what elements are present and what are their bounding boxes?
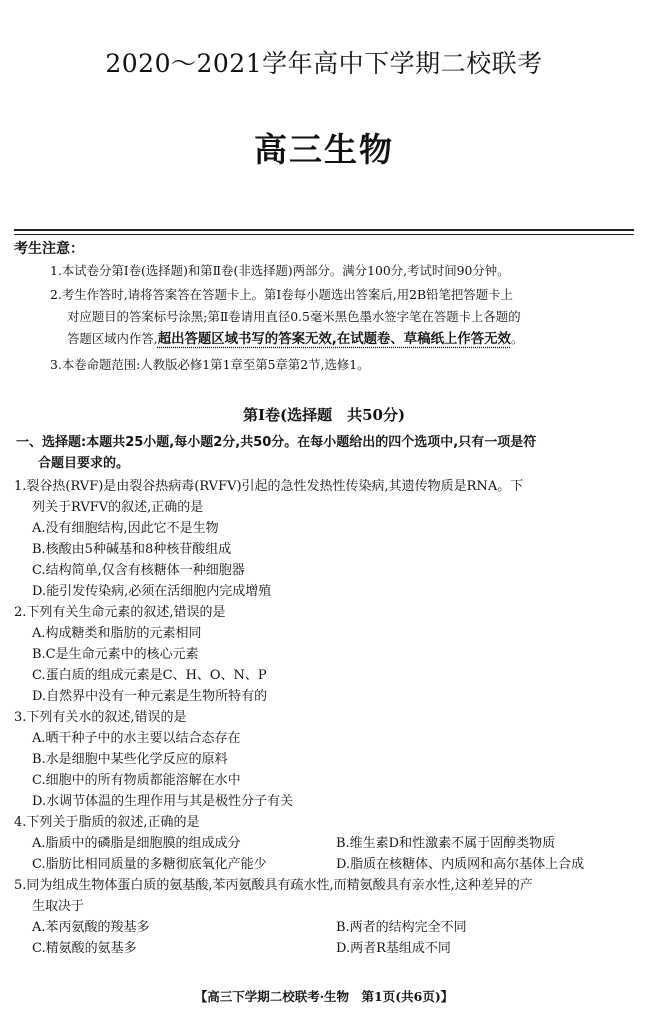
question-4-option-a: A.脂质中的磷脂是细胞膜的组成成分 (32, 836, 241, 851)
question-4-option-c: C.脂肪比相同质量的多糖彻底氧化产能少 (32, 857, 267, 872)
notice-item-3 (50, 354, 640, 376)
notice-item-3-line1: 3.本卷命题范围:人教版必修1第1章至第5章第2节,选修1。 (50, 357, 370, 372)
question-3-stem-line1: 3.下列有关水的叙述,错误的是 (14, 710, 187, 725)
notice-item-2-line2: 对应题目的答案标号涂黑;第Ⅱ卷请用直径0.5毫米黑色墨水签字笔在答题卡上各题的 (67, 309, 521, 324)
question-2-option-a: A.构成糖类和脂肪的元素相同 (32, 626, 202, 641)
question-5 (14, 875, 638, 917)
question-5-option-c: C.精氨酸的氨基多 (32, 941, 137, 956)
question-4-option-b: B.维生素D和性激素不属于固醇类物质 (336, 836, 556, 851)
question-5-option-b: B.两者的结构完全不同 (336, 920, 467, 935)
question-1-stem-line2: 列关于RVFV的叙述,正确的是 (32, 500, 204, 515)
question-2-option-d: D.自然界中没有一种元素是生物所特有的 (32, 689, 268, 704)
exam-title: 2020～2021学年高中下学期二校联考 (105, 49, 543, 78)
question-1-option-b: B.核酸由5种碱基和8种核苷酸组成 (32, 542, 232, 557)
notice-item-2-line3-end: 。 (510, 331, 524, 346)
question-1-option-c: C.结构简单,仅含有核糖体一种细胞器 (32, 563, 245, 578)
notice-item-1 (50, 260, 640, 282)
question-4-stem-line1: 4.下列关于脂质的叙述,正确的是 (14, 815, 200, 830)
subject-title: 高三生物 (254, 130, 394, 169)
header-rule-thick (14, 229, 634, 231)
header-rule-thin (14, 234, 634, 235)
question-1-option-a: A.没有细胞结构,因此它不是生物 (32, 521, 219, 536)
notice-item-2-line3-plain: 答题区域内作答, (67, 331, 158, 346)
question-5-stem-line1: 5.同为组成生物体蛋白质的氨基酸,苯丙氨酸具有疏水性,而精氨酸具有亲水性,这种差异的产 (14, 878, 533, 893)
question-1-option-d: D.能引发传染病,必须在活细胞内完成增殖 (32, 584, 272, 599)
notice-emphasis: 超出答题区域书写的答案无效,在试题卷、草稿纸上作答无效 (157, 332, 511, 347)
question-3 (14, 707, 638, 728)
question-3-option-c: C.细胞中的所有物质都能溶解在水中 (32, 773, 241, 788)
question-2-stem-line1: 2.下列有关生命元素的叙述,错误的是 (14, 605, 226, 620)
question-5-option-a: A.苯丙氨酸的羧基多 (32, 920, 150, 935)
question-3-option-d: D.水调节体温的生理作用与其是极性分子有关 (32, 794, 294, 809)
section-instructions (16, 432, 636, 474)
question-4 (14, 812, 638, 833)
page-footer: 【高三下学期二校联考·生物 第1页(共6页)】 (194, 989, 454, 1004)
question-1 (14, 476, 638, 518)
question-2 (14, 602, 638, 623)
question-3-option-b: B.水是细胞中某些化学反应的原料 (32, 752, 228, 767)
question-1-stem-line1: 1.裂谷热(RVF)是由裂谷热病毒(RVFV)引起的急性发热性传染病,其遗传物质是RNA。下 (14, 479, 524, 494)
question-4-option-d: D.脂质在核糖体、内质网和高尔基体上合成 (336, 857, 585, 872)
question-5-stem-line2: 生取决于 (32, 899, 85, 914)
notice-item-2 (50, 284, 640, 351)
notice-title: 考生注意： (14, 241, 84, 257)
section-instructions-line1: 一、选择题:本题共25小题,每小题2分,共50分。在每小题给出的四个选项中,只有一项是符 (16, 435, 537, 450)
question-5-option-d: D.两者R基组成不同 (336, 941, 451, 956)
question-2-option-b: B.C是生命元素中的核心元素 (32, 647, 199, 662)
notice-item-2-line3 (50, 328, 640, 351)
question-3-option-a: A.晒干种子中的水主要以结合态存在 (32, 731, 241, 746)
notice-item-2-line1: 2.考生作答时,请将答案答在答题卡上。第Ⅰ卷每小题选出答案后,用2B铅笔把答题卡上 (50, 287, 513, 302)
notice-item-1-line1: 1.本试卷分第Ⅰ卷(选择题)和第Ⅱ卷(非选择题)两部分。满分100分,考试时间90分钟。 (50, 263, 510, 278)
section-instructions-line2: 合题目要求的。 (38, 456, 130, 471)
part-heading: 第Ⅰ卷(选择题 共50分) (242, 406, 406, 424)
question-2-option-c: C.蛋白质的组成元素是C、H、O、N、P (32, 668, 267, 683)
